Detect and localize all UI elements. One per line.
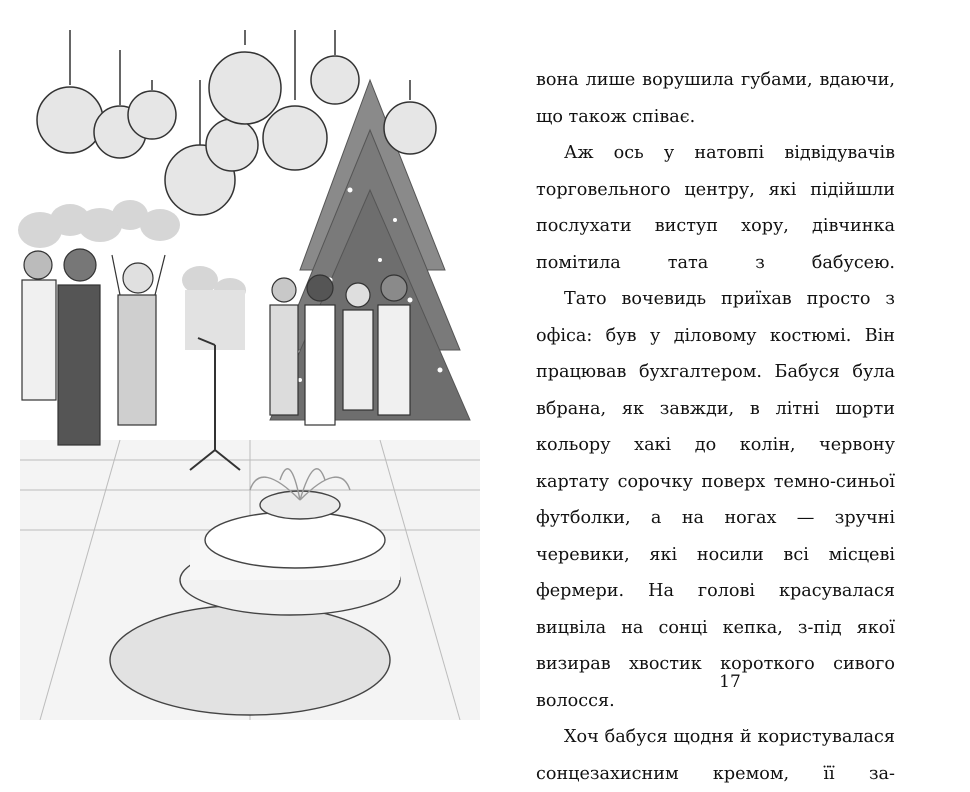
paragraph-1: вона лише ворушила губами, вдаючи, що також співає. <box>536 70 895 127</box>
audience-group <box>22 249 165 445</box>
paragraph-2: Аж ось у натовпі відвідувачів торговельного центру, які підійшли послухати виступ хору, дівчинка помітила тата з бабусею. <box>536 143 895 273</box>
paragraph-3: Тато вочевидь приїхав просто з офіса: був у діловому костюмі. Він працював бухгалтером. Бабуся була вбрана, як завжди, в літні шорти кольору хакі до колін, червону картату сорочку поверх темно-синьої футболки, а на ногах — зручні черевики, які носили всі місцеві фермери. На голові красувалася вицвіла на сонці кепка, з-під якої визирав хвостик короткого сивого волосся. <box>536 289 895 711</box>
paragraph-4: Хоч бабуся щодня й користувалася сонцезахисним кремом, її за- <box>536 727 895 784</box>
page-number: 17 <box>719 672 741 692</box>
mall-choir-illustration <box>0 20 500 720</box>
